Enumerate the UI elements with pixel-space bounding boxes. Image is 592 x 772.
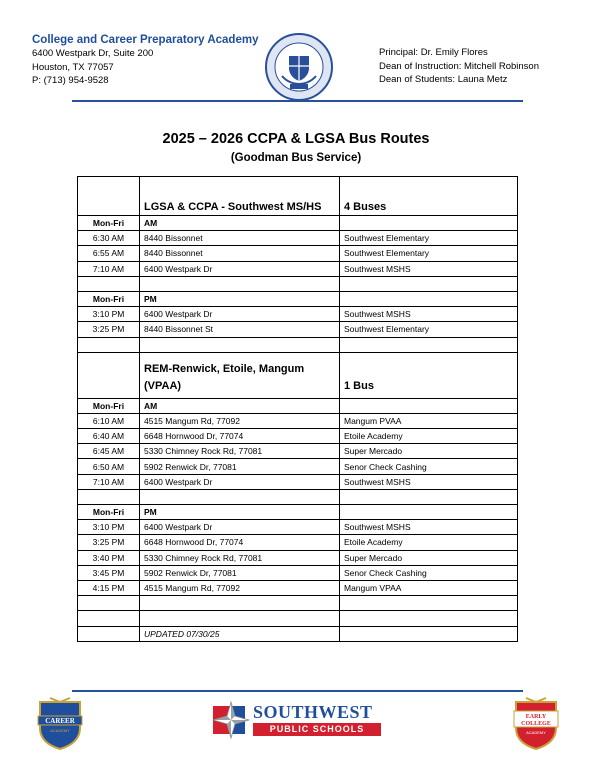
stop-cell: Mangum PVAA	[340, 413, 518, 428]
table-row	[78, 444, 518, 459]
address-cell: 6400 Westpark Dr	[140, 261, 340, 276]
school-name: College and Career Preparatory Academy	[32, 34, 259, 46]
staff-contacts	[379, 46, 539, 87]
stop-cell: Southwest Elementary	[340, 231, 518, 246]
stop-cell: Southwest Elementary	[340, 322, 518, 337]
table-row	[78, 429, 518, 444]
table-cell	[78, 611, 140, 626]
table-row	[78, 474, 518, 489]
table-cell	[340, 398, 518, 413]
footer-divider	[72, 690, 523, 692]
address-cell: 5902 Renwick Dr, 77081	[140, 565, 340, 580]
days-label: Mon-Fri	[78, 505, 140, 520]
table-row	[78, 291, 518, 306]
career-badge-sub: ACADEMY	[50, 728, 70, 733]
address-line-2: Houston, TX 77057	[32, 61, 114, 73]
phone-number: P: (713) 954-9528	[32, 75, 109, 86]
southwest-public-schools-logo	[211, 700, 383, 740]
time-cell: 7:10 AM	[78, 474, 140, 489]
time-cell: 6:40 AM	[78, 429, 140, 444]
stop-cell: Super Mercado	[340, 444, 518, 459]
table-cell	[78, 337, 140, 352]
table-row	[78, 535, 518, 550]
table-cell	[78, 596, 140, 611]
section-buses: 1 Bus	[340, 352, 518, 398]
table-cell	[340, 596, 518, 611]
section-name: REM-Renwick, Etoile, Mangum (VPAA)	[140, 352, 340, 398]
time-cell: 6:55 AM	[78, 246, 140, 261]
table-cell	[78, 177, 140, 216]
empty-row	[78, 337, 518, 352]
address-cell: 6400 Westpark Dr	[140, 474, 340, 489]
principal: Principal: Dr. Emily Flores	[379, 47, 488, 58]
time-cell: 6:10 AM	[78, 413, 140, 428]
table-row	[78, 398, 518, 413]
address-cell: 8440 Bissonnet	[140, 231, 340, 246]
brand-subtitle: PUBLIC SCHOOLS	[253, 723, 381, 736]
address-cell: 8440 Bissonnet	[140, 246, 340, 261]
stop-cell: Super Mercado	[340, 550, 518, 565]
page-title: 2025 – 2026 CCPA & LGSA Bus Routes	[162, 131, 430, 147]
career-badge-text: CAREER	[45, 717, 75, 725]
table-cell	[78, 626, 140, 641]
time-cell: 4:15 PM	[78, 580, 140, 595]
days-label: Mon-Fri	[78, 216, 140, 231]
table-cell	[140, 276, 340, 291]
early-badge-text: EARLY	[525, 714, 547, 720]
bus-routes-table	[77, 176, 518, 642]
time-cell: 3:25 PM	[78, 322, 140, 337]
table-row	[78, 520, 518, 535]
time-cell: 3:25 PM	[78, 535, 140, 550]
time-cell: 3:10 PM	[78, 307, 140, 322]
table-cell	[78, 276, 140, 291]
stop-cell: Southwest MSHS	[340, 307, 518, 322]
table-row	[78, 550, 518, 565]
table-cell	[78, 489, 140, 504]
table-row	[78, 261, 518, 276]
stop-cell: Senor Check Cashing	[340, 565, 518, 580]
table-cell	[340, 505, 518, 520]
empty-row	[78, 611, 518, 626]
stop-cell: Southwest MSHS	[340, 261, 518, 276]
career-academy-badge	[34, 696, 86, 750]
table-cell	[140, 596, 340, 611]
table-cell	[340, 611, 518, 626]
table-cell	[140, 611, 340, 626]
period-label: AM	[140, 398, 340, 413]
early-badge-sub: ACADEMY	[526, 730, 546, 735]
address-cell: 5330 Chimney Rock Rd, 77081	[140, 444, 340, 459]
empty-row	[78, 596, 518, 611]
table-row	[78, 231, 518, 246]
table-row	[78, 565, 518, 580]
table-row	[78, 322, 518, 337]
table-cell	[340, 626, 518, 641]
section-header-row	[78, 352, 518, 398]
table-row	[78, 626, 518, 641]
time-cell: 3:10 PM	[78, 520, 140, 535]
address-line-1: 6400 Westpark Dr, Suite 200	[32, 48, 154, 59]
address-cell: 8440 Bissonnet St	[140, 322, 340, 337]
time-cell: 6:50 AM	[78, 459, 140, 474]
college-badge-text: COLLEGE	[521, 721, 551, 727]
empty-row	[78, 489, 518, 504]
period-label: AM	[140, 216, 340, 231]
academy-seal-logo	[264, 32, 334, 102]
time-cell: 6:30 AM	[78, 231, 140, 246]
time-cell: 6:45 AM	[78, 444, 140, 459]
dean-students: Dean of Students: Launa Metz	[379, 74, 508, 85]
address-cell: 6648 Hornwood Dr, 77074	[140, 429, 340, 444]
table-cell	[340, 337, 518, 352]
empty-row	[78, 276, 518, 291]
stop-cell: Southwest MSHS	[340, 474, 518, 489]
brand-name: SOUTHWEST	[253, 702, 373, 722]
updated-note: UPDATED 07/30/25	[140, 626, 340, 641]
section-header-row	[78, 177, 518, 216]
table-cell	[78, 352, 140, 398]
table-cell	[340, 291, 518, 306]
days-label: Mon-Fri	[78, 291, 140, 306]
days-label: Mon-Fri	[78, 398, 140, 413]
address-cell: 4515 Mangum Rd, 77092	[140, 413, 340, 428]
stop-cell: Mangum VPAA	[340, 580, 518, 595]
stop-cell: Senor Check Cashing	[340, 459, 518, 474]
table-cell	[340, 216, 518, 231]
address-cell: 4515 Mangum Rd, 77092	[140, 580, 340, 595]
table-cell	[340, 489, 518, 504]
table-row	[78, 307, 518, 322]
early-college-badge	[510, 696, 562, 750]
page-subtitle: (Goodman Bus Service)	[230, 152, 362, 164]
dean-instruction: Dean of Instruction: Mitchell Robinson	[379, 60, 539, 72]
stop-cell: Etoile Academy	[340, 535, 518, 550]
stop-cell: Etoile Academy	[340, 429, 518, 444]
school-contact	[32, 34, 258, 88]
time-cell: 3:45 PM	[78, 565, 140, 580]
section-name: LGSA & CCPA - Southwest MS/HS	[140, 177, 340, 216]
section-buses: 4 Buses	[340, 177, 518, 216]
address-cell: 5902 Renwick Dr, 77081	[140, 459, 340, 474]
table-row	[78, 505, 518, 520]
header-divider	[72, 100, 523, 102]
table-row	[78, 216, 518, 231]
table-row	[78, 246, 518, 261]
address-cell: 6400 Westpark Dr	[140, 520, 340, 535]
period-label: PM	[140, 505, 340, 520]
period-label: PM	[140, 291, 340, 306]
table-cell	[140, 489, 340, 504]
stop-cell: Southwest MSHS	[340, 520, 518, 535]
stop-cell: Southwest Elementary	[340, 246, 518, 261]
time-cell: 7:10 AM	[78, 261, 140, 276]
address-cell: 6400 Westpark Dr	[140, 307, 340, 322]
table-cell	[140, 337, 340, 352]
table-row	[78, 459, 518, 474]
table-row	[78, 413, 518, 428]
star-compass-icon	[211, 700, 251, 740]
address-cell: 5330 Chimney Rock Rd, 77081	[140, 550, 340, 565]
table-cell	[340, 276, 518, 291]
address-cell: 6648 Hornwood Dr, 77074	[140, 535, 340, 550]
table-row	[78, 580, 518, 595]
time-cell: 3:40 PM	[78, 550, 140, 565]
